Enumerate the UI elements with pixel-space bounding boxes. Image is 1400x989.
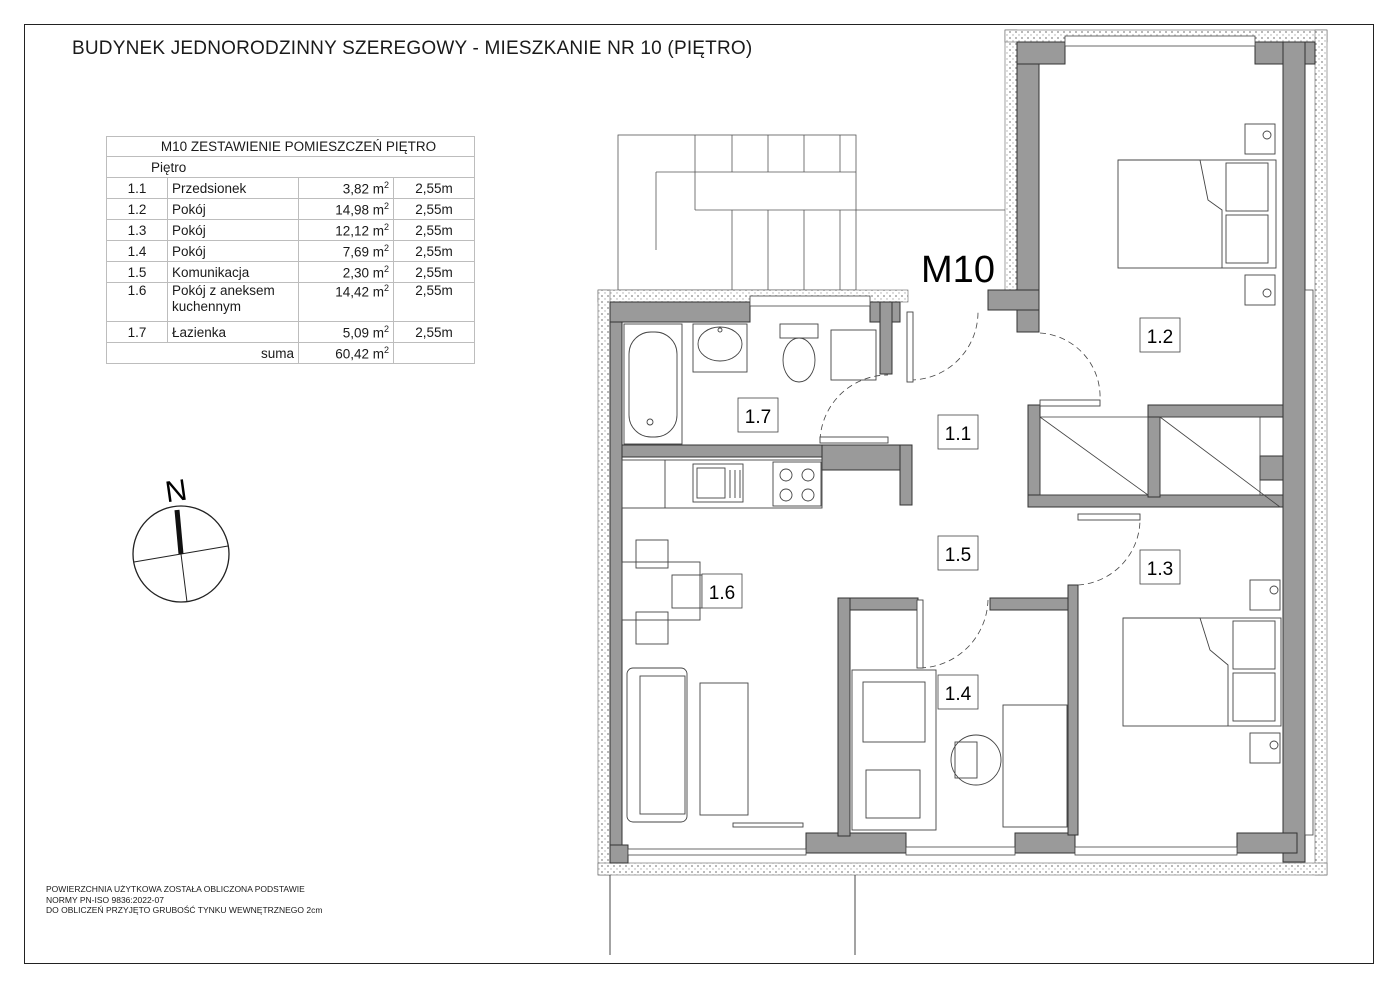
room-name: Pokój [168,199,299,220]
room-name: Pokój [168,241,299,262]
room-label-1-2: 1.2 [1146,327,1174,348]
bedroom12-furniture [1118,124,1276,305]
room-name: Przedsionek [168,178,299,199]
door-leaves [733,312,1140,827]
footnote-line: NORMY PN-ISO 9836:2022-07 [46,894,164,905]
room-area: 14,42 $m^2$ [299,283,394,322]
sum-value: 60,42 $m^2$ [299,343,394,364]
room-label-1-6: 1.6 [708,583,736,604]
room-number: 1.5 [107,262,168,283]
room-area: 14,98 $m^2$ [299,199,394,220]
room-name: Pokój [168,220,299,241]
room-area: 3,82 $m^2$ [299,178,394,199]
room-area: 7,69 $m^2$ [299,241,394,262]
room-label-1-4: 1.4 [944,684,972,705]
walls [610,42,1315,863]
kitchen-fixtures [622,460,822,508]
room-name: Pokój z aneksem kuchennym [168,283,299,322]
room-number: 1.7 [107,322,168,343]
room-number: 1.3 [107,220,168,241]
balcony [610,875,855,955]
footnote-line: POWIERZCHNIA UŻYTKOWA ZOSTAŁA OBLICZONA PODSTAWIE [46,884,305,894]
room-label-1-3: 1.3 [1146,559,1174,580]
footnote-line: DO OBLICZEŃ PRZYJĘTO GRUBOŚĆ TYNKU WEWNĘTRZNEGO 2cm [46,905,323,915]
room-height: 2,55m [394,322,475,343]
room-height: 2,55m [394,199,475,220]
room-height: 2,55m [394,220,475,241]
room-name: Komunikacja [168,262,299,283]
room-number: 1.1 [107,178,168,199]
table-section: Piętro [107,157,475,178]
bedroom13-furniture [1123,580,1281,763]
compass-north-label: N [163,473,190,510]
room-label-1-5: 1.5 [944,545,972,566]
room-height: 2,55m [394,283,475,322]
room-label-1-1: 1.1 [944,424,972,445]
table-title: M10 ZESTAWIENIE POMIESZCZEŃ PIĘTRO [107,137,475,157]
room-number: 1.4 [107,241,168,262]
doors [820,312,1140,668]
sum-label: suma [168,343,299,364]
drawing-title: BUDYNEK JEDNORODZINNY SZEREGOWY - MIESZKANIE NR 10 (PIĘTRO) [72,38,753,59]
room-height: 2,55m [394,262,475,283]
room-height: 2,55m [394,241,475,262]
room-label-1-7: 1.7 [744,407,772,428]
room-name: Łazienka [168,322,299,343]
room-number: 1.6 [107,283,168,322]
room-area: 2,30 $m^2$ [299,262,394,283]
room-labels [702,318,1180,709]
room-area: 5,09 $m^2$ [299,322,394,343]
unit-label: M10 [921,249,995,291]
room-number: 1.2 [107,199,168,220]
room-area: 12,12 $m^2$ [299,220,394,241]
footnote [46,884,322,916]
room-height: 2,55m [394,178,475,199]
wardrobes [1040,417,1280,507]
